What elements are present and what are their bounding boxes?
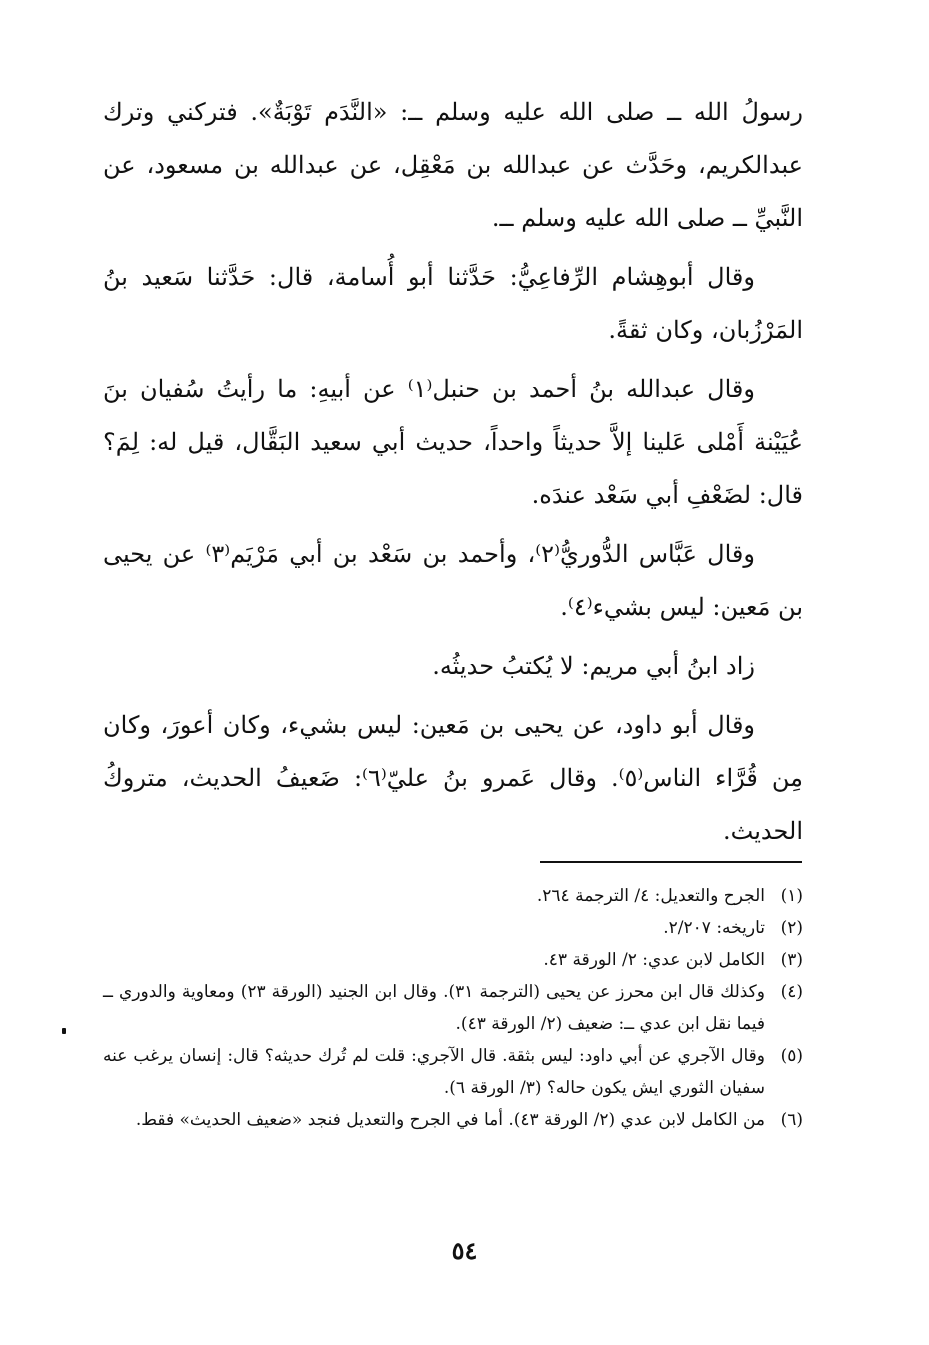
footnote-text: وقال الآجري عن أبي داود: ليس بثقة. قال الآجري: قلت لم تُرك حديثه؟ قال: إنسان يرغب عنه سفيان الثوري ايش يكون حاله؟ (٣/ الورقة ٦). — [103, 1046, 765, 1098]
footnote-text: الجرح والتعديل: ٤/ الترجمة ٢٦٤. — [536, 886, 765, 906]
footnote-number: (٢) — [780, 918, 803, 938]
scan-speck — [62, 1028, 66, 1034]
paragraph-3: وقال عبدالله بنُ أحمد بن حنبل⁽١⁾ عن أبيهِ: ما رأيتُ سُفيان بنَ عُيَيْنة أَمْلى عَلينا إلاَّ حديثاً واحداً، حديث أبي سعيد البَقَّال، قيل له: لِمَ؟ قال: لضَعْفِ أبي سَعْد عندَه. — [103, 375, 803, 509]
main-text — [103, 86, 803, 864]
footnote-number: (٤) — [780, 982, 803, 1002]
footnote-text: وكذلك قال ابن محرز عن يحيى (الترجمة ٣١). وقال ابن الجنيد (الورقة ٢٣) ومعاوية والدوري ــ فيما نقل ابن عدي ــ: ضعيف (٢/ الورقة ٤٣). — [103, 982, 765, 1034]
footnote-1 — [103, 880, 803, 912]
footnote-2 — [103, 912, 803, 944]
footnote-6 — [103, 1104, 803, 1136]
footnote-number: (١) — [780, 886, 803, 906]
footnote-number: (٦) — [780, 1110, 803, 1130]
footnote-divider — [540, 861, 802, 863]
footnote-number: (٥) — [780, 1046, 803, 1066]
footnote-text: الكامل لابن عدي: ٢/ الورقة ٤٣. — [543, 950, 765, 970]
footnote-5 — [103, 1040, 803, 1104]
footnote-4 — [103, 976, 803, 1040]
paragraph-1: رسولُ الله ــ صلى الله عليه وسلم ــ: «النَّدَم تَوْبَةٌ». فتركني وترك عبدالكريم، وحَدَّث عن عبدالله بن مَعْقِل، عن عبدالله بن مسعود، عن النَّبيِّ ــ صلى الله عليه وسلم ــ. — [103, 98, 804, 232]
page-number: ٥٤ — [451, 1236, 478, 1265]
paragraph-5: زاد ابنُ أبي مريم: لا يُكتبُ حديثُه. — [432, 652, 755, 680]
footnotes — [103, 880, 803, 1136]
paragraph-6: وقال أبو داود، عن يحيى بن مَعين: ليس بشيء، وكان أعورَ، وكان مِن قُرَّاء الناس⁽٥⁾. وقال عَمرو بنُ عليّ⁽٦⁾: ضَعيفُ الحديث، متروكُ الحديث. — [103, 711, 804, 845]
paragraph-4: وقال عَبَّاس الدُّوريُّ⁽٢⁾، وأحمد بن سَعْد بن أبي مَرْيَم⁽٣⁾ عن يحيى بن مَعين: ليس بشيء⁽٤⁾. — [103, 540, 803, 621]
footnote-number: (٣) — [780, 950, 803, 970]
footnote-text: تاريخه: ٢/٢٠٧. — [663, 918, 765, 938]
footnote-text: من الكامل لابن عدي (٢/ الورقة ٤٣). أما في الجرح والتعديل فنجد «ضعيف الحديث» فقط. — [135, 1110, 765, 1130]
paragraph-2: وقال أبوهِشام الرِّفاعِيُّ: حَدَّثنا أبو أُسامة، قال: حَدَّثنا سَعيد بنُ المَرْزُبان، وكان ثقةً. — [103, 263, 803, 344]
footnote-3 — [103, 944, 803, 976]
